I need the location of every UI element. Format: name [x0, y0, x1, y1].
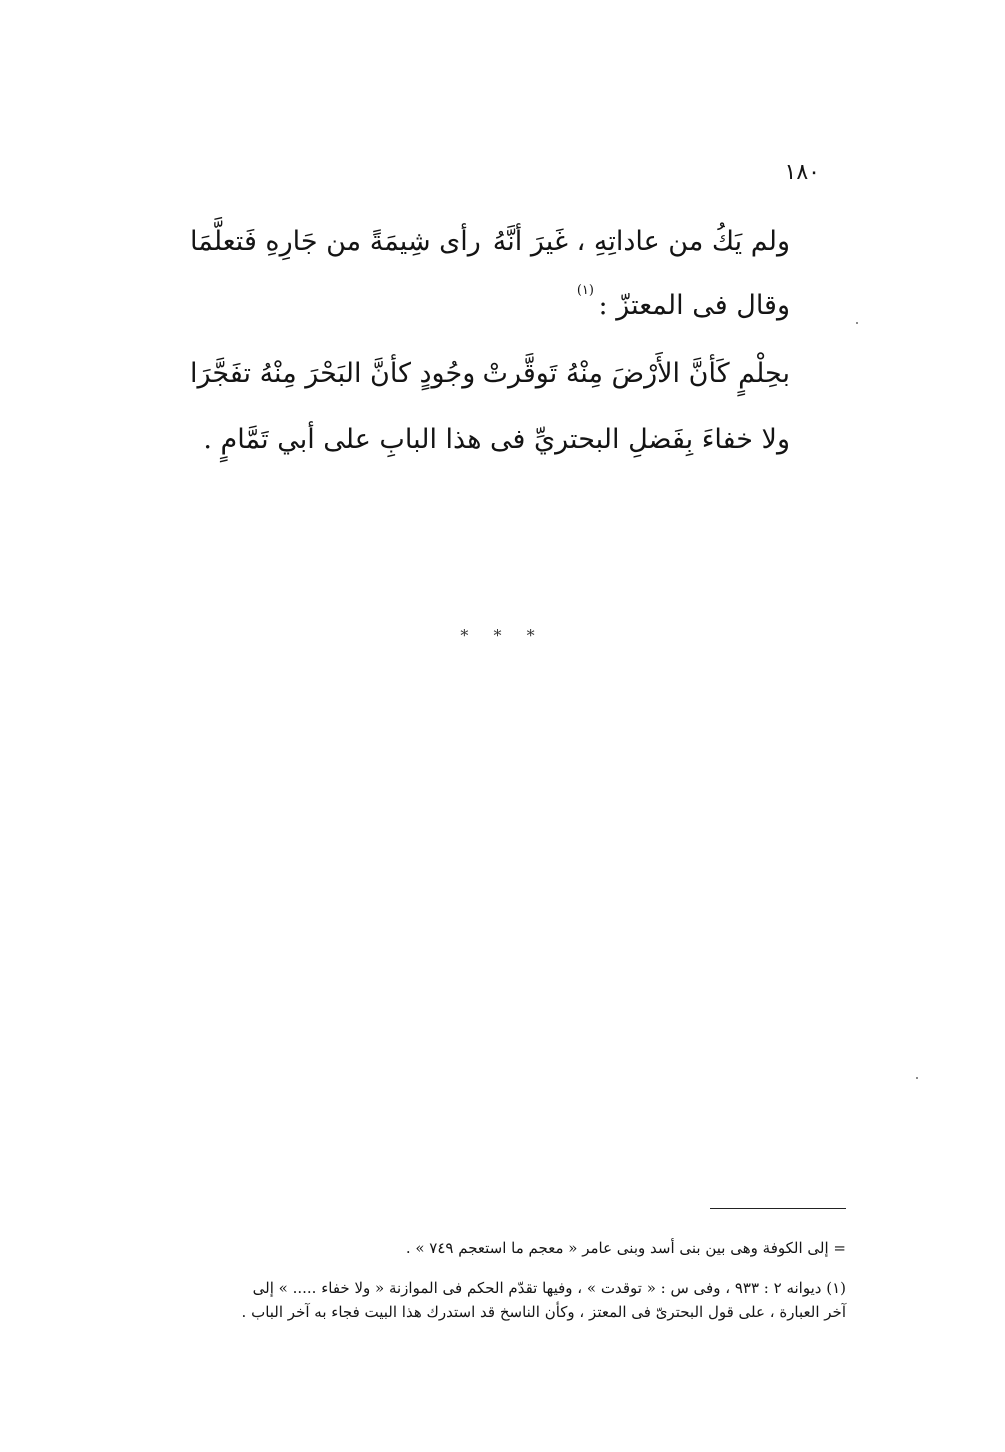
prose-line-conclusion: ولا خفاءَ بِفَضلِ البحتريِّ فى هذا البابِ على أبي تَمَّامٍ .	[203, 424, 790, 455]
footnote-reference-1: (١)	[576, 283, 594, 298]
prose-intro-text: وقال فى المعتزّ :	[598, 290, 790, 321]
scan-speck	[916, 1077, 918, 1079]
footnote-divider	[710, 1208, 846, 1209]
prose-line-intro	[190, 283, 790, 321]
verse-2-left-hemistich: وجُودٍ كأنَّ البَحْرَ مِنْهُ تفَجَّرَا	[190, 358, 476, 389]
verse-line-1	[190, 226, 790, 257]
verse-2-right-hemistich: بحِلْمٍ كَأنَّ الأَرْضَ مِنْهُ تَوقَّرتْ	[482, 358, 790, 389]
footnote-1-line-2: آخر العبارة ، على قول البحترىّ فى المعتز ، وكأن الناسخ قد استدرك هذا البيت فجاء به آخر الباب .	[241, 1303, 846, 1321]
footnote-1-line-1: (١) ديوانه ٢ : ٩٣٣ ، وفى س : « توقدت » ، وفيها تقدّم الحكم فى الموازنة « ولا خفاء ..... » إلى	[252, 1279, 846, 1297]
footnote-continuation: = إلى الكوفة وهى بين بنى أسد وبنى عامر « معجم ما استعجم ٧٤٩ » .	[405, 1239, 846, 1257]
scan-speck	[856, 322, 858, 324]
verse-1-left-hemistich: رأى شِيمَةً من جَارِهِ فَتعلَّمَا	[190, 226, 481, 257]
page-number: ١٨٠	[784, 160, 820, 185]
verse-line-2	[190, 358, 790, 389]
verse-1-right-hemistich: ولم يَكُ من عاداتِهِ ، غَيرَ أنَّهُ	[492, 226, 790, 257]
section-separator: * * *	[460, 626, 545, 645]
